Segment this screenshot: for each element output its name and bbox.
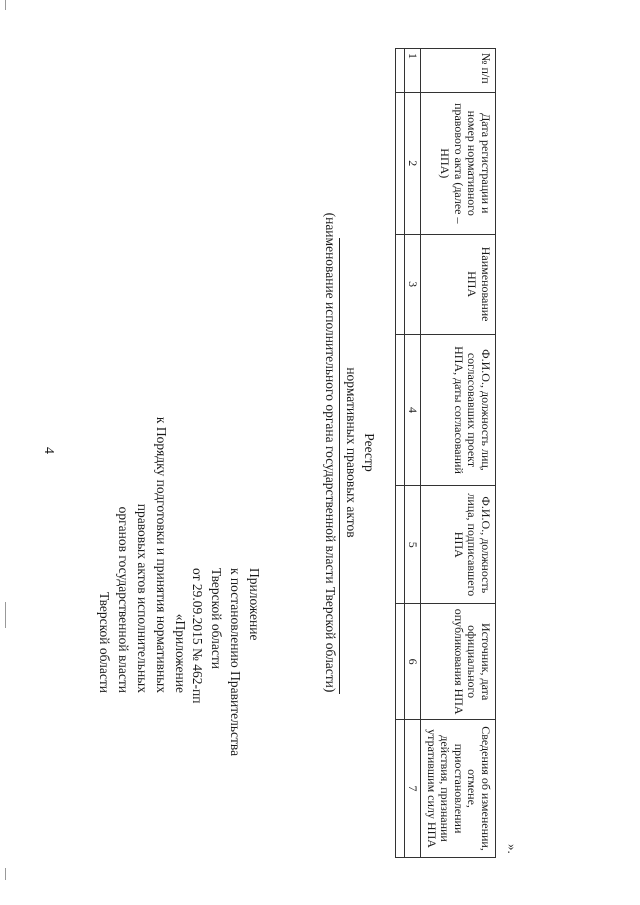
empty-cell bbox=[396, 486, 405, 604]
empty-cell bbox=[396, 720, 405, 858]
empty-cell bbox=[396, 334, 405, 486]
header-cell: Ф.И.О., должность лиц, согласовавших проект НПА, даты согласований bbox=[421, 334, 496, 486]
approval-line: Приложение bbox=[247, 568, 262, 641]
appendix-line: правовых актов исполнительных bbox=[135, 503, 150, 693]
page-number: 4 bbox=[41, 447, 56, 454]
header-cell: Дата регистрации и номер нормативного правового акта (далее – НПА) bbox=[421, 92, 496, 234]
approval-line: к постановлению Правительства bbox=[228, 568, 243, 757]
column-number-cell: 4 bbox=[405, 334, 422, 486]
header-cell: Источник, дата официального опубликования НПА bbox=[421, 604, 496, 720]
scan-edge-mark bbox=[4, 0, 6, 10]
approval-line: Тверской области bbox=[209, 568, 224, 669]
title-line-1: Реестр bbox=[362, 433, 377, 472]
header-cell: Сведения об изменении, отмене, приостановлении действия, признании утратившим силу НПА bbox=[421, 720, 496, 858]
header-cell: Ф.И.О., должность лица, подписавшего НПА bbox=[421, 486, 496, 604]
column-number-cell: 7 bbox=[405, 720, 422, 858]
column-number-row bbox=[405, 49, 422, 858]
header-cell: Наименование НПА bbox=[421, 234, 496, 334]
closing-quote-mark: ». bbox=[505, 844, 520, 854]
registry-table bbox=[395, 48, 496, 858]
approval-line: от 29.09.2015 № 462-пп bbox=[190, 568, 205, 704]
appendix-block bbox=[95, 417, 190, 693]
approval-block bbox=[188, 568, 264, 756]
title-line-2: нормативных правовых актов bbox=[344, 367, 359, 538]
column-number-cell: 5 bbox=[405, 486, 422, 604]
org-name-caption: (наименование исполнительного органа государственной власти Тверской области) bbox=[323, 212, 338, 693]
empty-cell bbox=[396, 49, 405, 93]
column-number-cell: 1 bbox=[405, 49, 422, 93]
table-header-row bbox=[421, 49, 496, 858]
appendix-line: к Порядку подготовки и принятия нормативных bbox=[154, 416, 169, 693]
empty-cell bbox=[396, 92, 405, 234]
scan-edge-mark bbox=[4, 868, 6, 880]
empty-data-row bbox=[396, 49, 405, 858]
column-number-cell: 2 bbox=[405, 92, 422, 234]
appendix-line: органов государственной власти bbox=[116, 506, 131, 693]
empty-cell bbox=[396, 234, 405, 334]
org-name-underline bbox=[339, 238, 340, 694]
column-number-cell: 6 bbox=[405, 604, 422, 720]
document-title bbox=[342, 0, 378, 905]
empty-cell bbox=[396, 604, 405, 720]
appendix-line: Тверской области bbox=[97, 592, 112, 693]
scan-edge-mark bbox=[4, 602, 6, 628]
appendix-line: «Приложение bbox=[173, 613, 188, 693]
header-cell: № п/п bbox=[421, 49, 496, 93]
column-number-cell: 3 bbox=[405, 234, 422, 334]
